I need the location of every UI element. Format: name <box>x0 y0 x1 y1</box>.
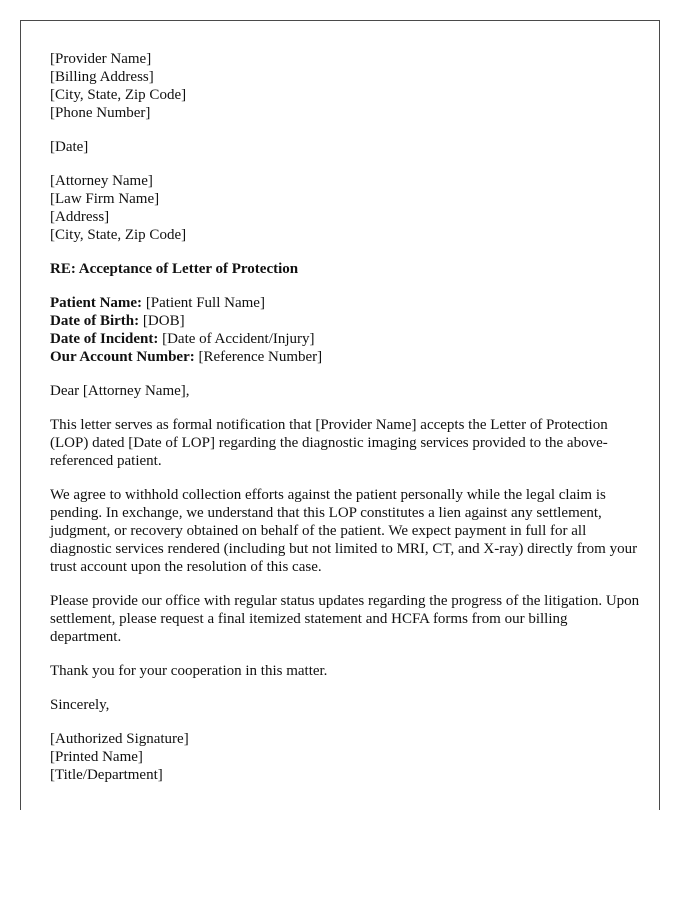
subject-line: RE: Acceptance of Letter of Protection <box>50 261 299 277</box>
dob-value: [DOB] <box>139 313 185 329</box>
salutation-block <box>50 382 640 400</box>
account-value: [Reference Number] <box>194 349 323 365</box>
closing: Sincerely, <box>50 697 110 713</box>
account-row <box>50 348 640 366</box>
sender-block <box>50 50 640 122</box>
signature-block <box>50 730 640 784</box>
salutation: Dear [Attorney Name], <box>50 383 190 399</box>
details-block <box>50 294 640 366</box>
incident-row <box>50 330 640 348</box>
recipient-name: [Attorney Name] <box>50 173 153 189</box>
subject-block <box>50 260 640 278</box>
sender-name: [Provider Name] <box>50 51 152 67</box>
dob-label: Date of Birth: <box>50 313 140 329</box>
letter-body <box>50 50 640 800</box>
paragraph-agreement: We agree to withhold collection efforts against the patient personally while the legal claim is pending. In exchange, we understand that this LOP constitutes a lien against any settlement, judgment, or recovery obtained on behalf of the patient. We expect payment in full for all diagnostic services rendered (including but not limited to MRI, CT, and X-ray) directly from your trust account upon the resolution of this case. <box>50 487 638 575</box>
sender-address: [Billing Address] <box>50 69 154 85</box>
patient-name-label: Patient Name: <box>50 295 143 311</box>
signer-title: [Title/Department] <box>50 767 163 783</box>
paragraph-thanks: Thank you for your cooperation in this matter. <box>50 663 328 679</box>
account-label: Our Account Number: <box>50 349 195 365</box>
incident-value: [Date of Accident/Injury] <box>158 331 315 347</box>
dob-row <box>50 312 640 330</box>
letter-page <box>20 20 660 810</box>
printed-name: [Printed Name] <box>50 749 143 765</box>
recipient-firm: [Law Firm Name] <box>50 191 160 207</box>
patient-name-value: [Patient Full Name] <box>142 295 265 311</box>
recipient-address: [Address] <box>50 209 110 225</box>
letter-date: [Date] <box>50 139 89 155</box>
closing-block <box>50 696 640 714</box>
paragraph-notification: This letter serves as formal notification that [Provider Name] accepts the Letter of Protection (LOP) dated [Date of LOP] regarding the diagnostic imaging services provided to the above-referenced patient. <box>50 417 608 469</box>
sender-city-state-zip: [City, State, Zip Code] <box>50 87 187 103</box>
sender-phone: [Phone Number] <box>50 105 151 121</box>
patient-name-row <box>50 294 640 312</box>
incident-label: Date of Incident: <box>50 331 159 347</box>
signature-line: [Authorized Signature] <box>50 731 189 747</box>
recipient-city-state-zip: [City, State, Zip Code] <box>50 227 187 243</box>
date-block <box>50 138 640 156</box>
recipient-block <box>50 172 640 244</box>
paragraph-status-updates: Please provide our office with regular status updates regarding the progress of the litigation. Upon settlement, please request a final itemized statement and HCFA forms from our billing department. <box>50 593 640 645</box>
